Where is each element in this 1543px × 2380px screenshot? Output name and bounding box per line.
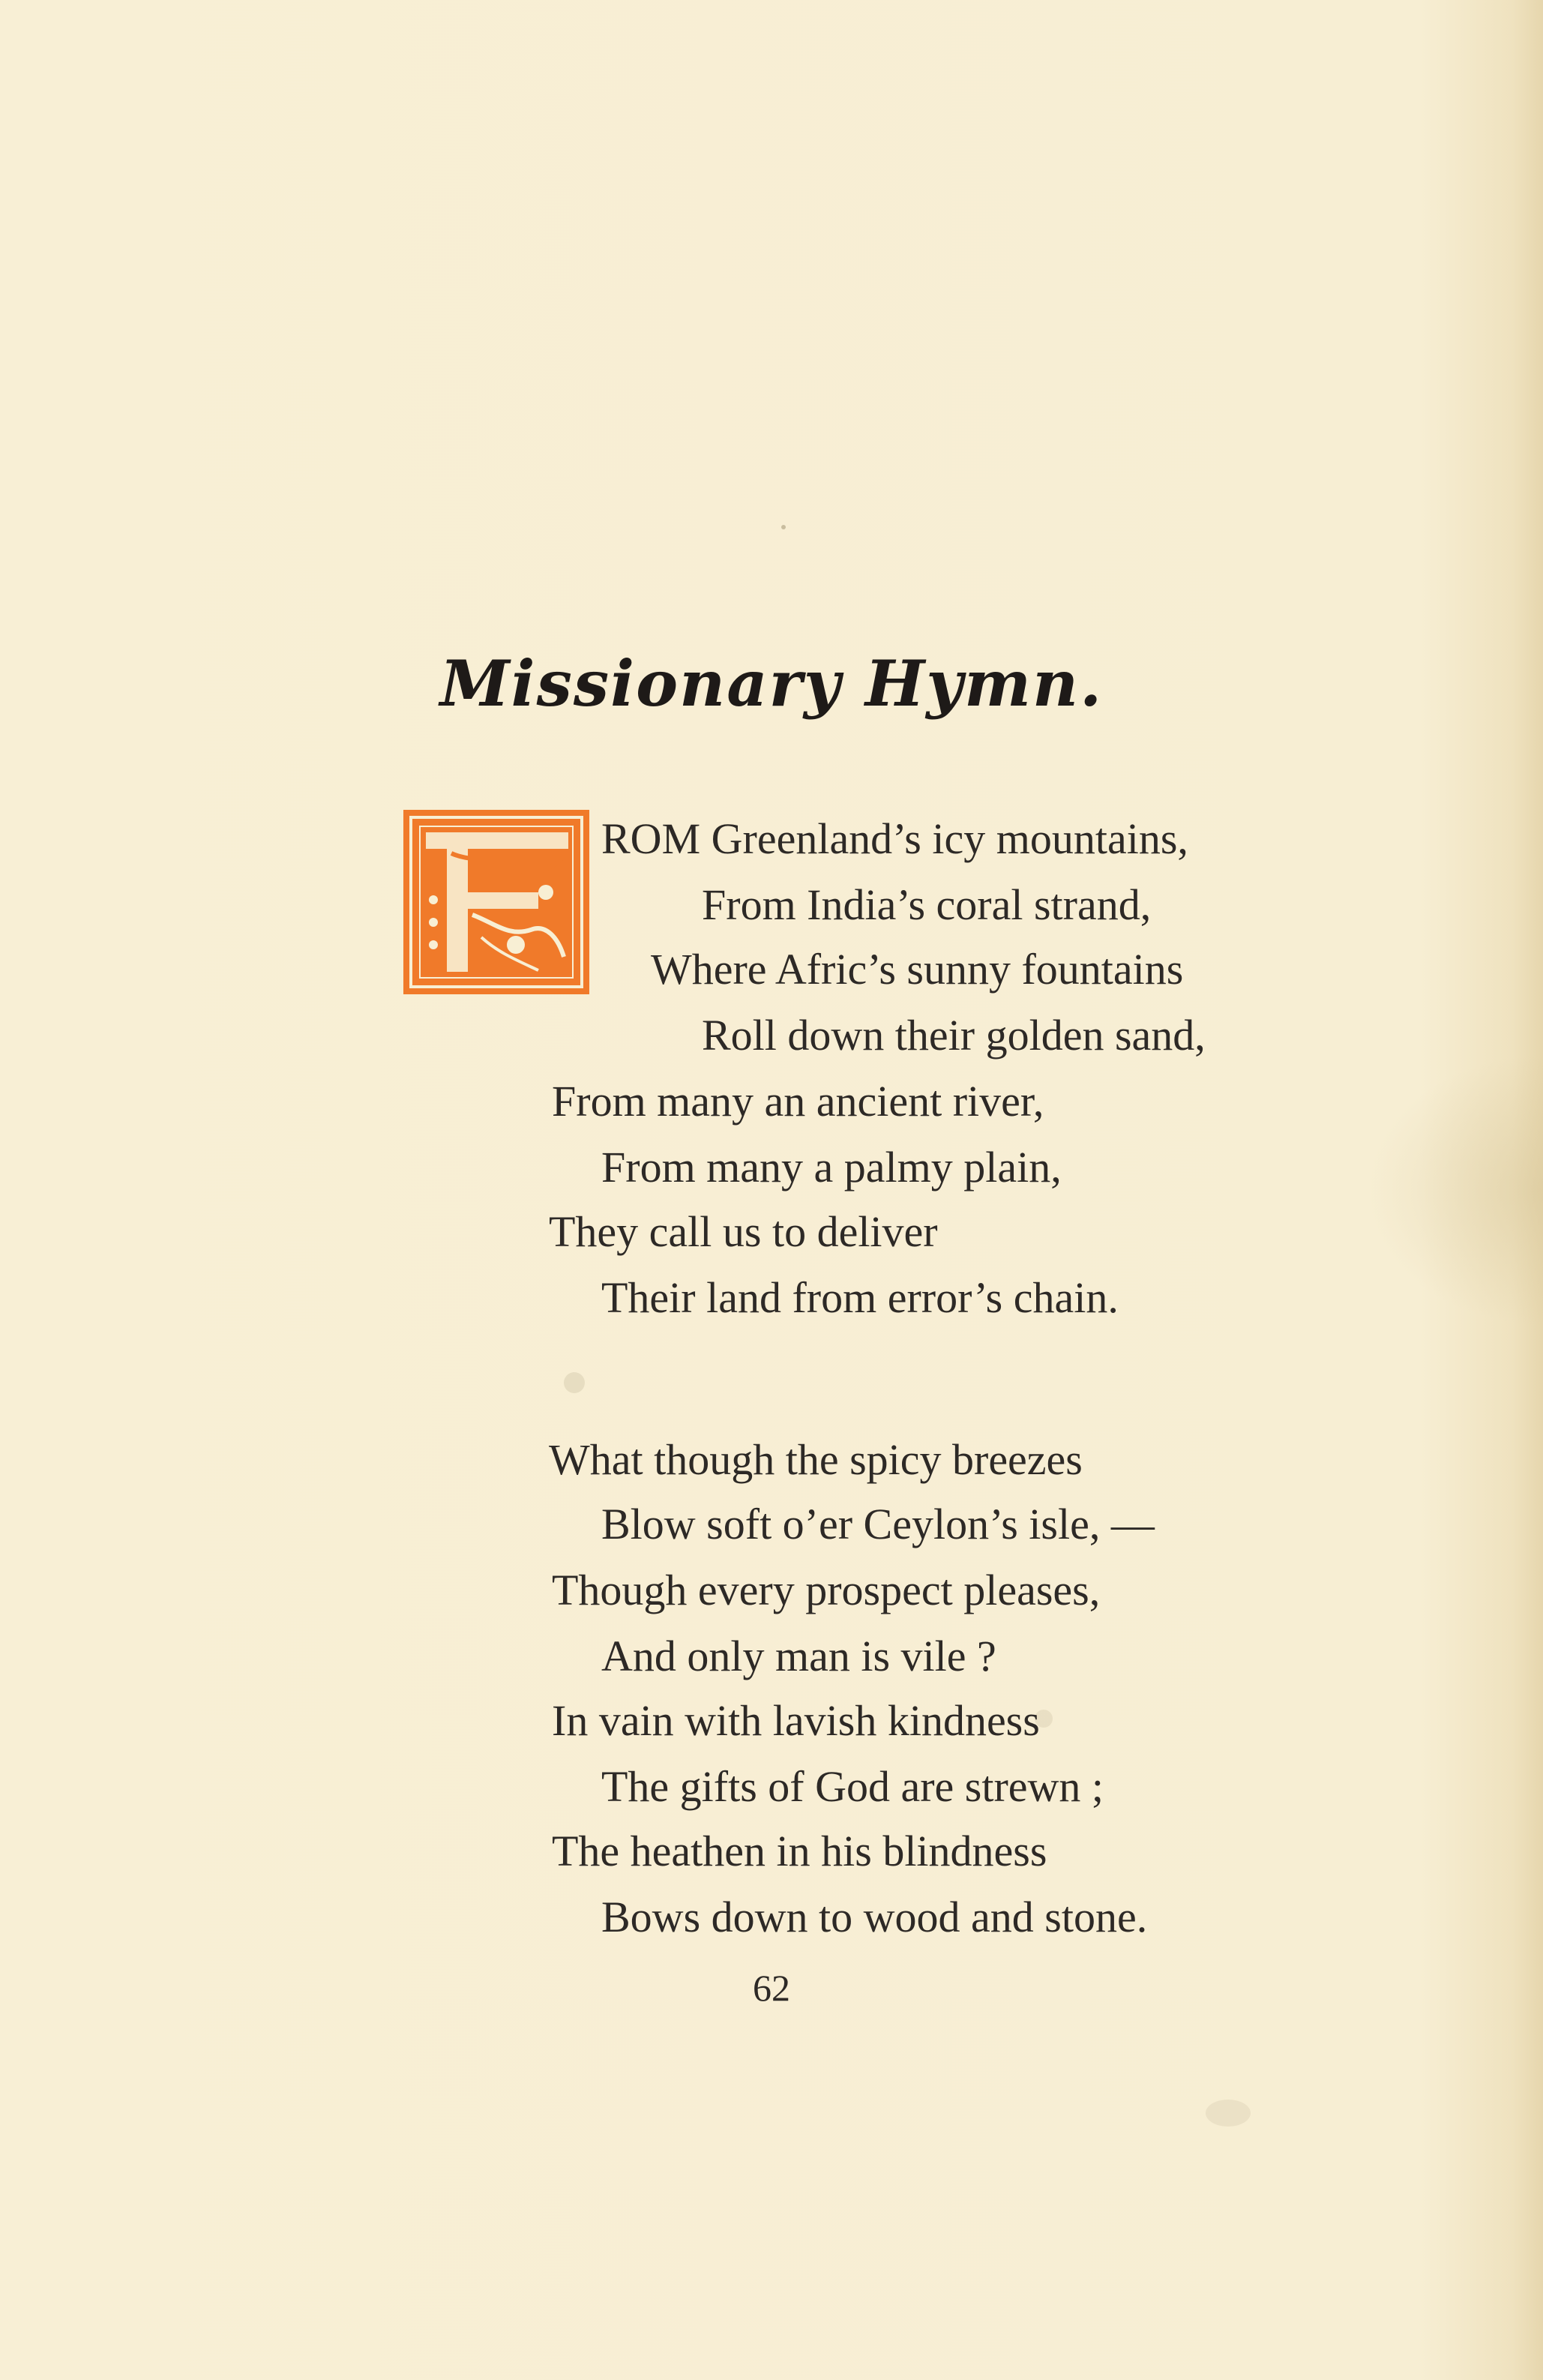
stanza2-line: Blow soft o’er Ceylon’s isle, — xyxy=(601,1500,1155,1548)
stanza2-line: Bows down to wood and stone. xyxy=(601,1893,1148,1941)
paper-speck xyxy=(1206,2100,1251,2127)
stanza2-line: And only man is vile ? xyxy=(601,1632,996,1680)
stanza2-line: The heathen in his blindness xyxy=(552,1827,1047,1875)
stanza1-line: From many an ancient river, xyxy=(552,1077,1044,1126)
ornament-icon xyxy=(403,810,589,994)
stanza1-line: From India’s coral strand, xyxy=(702,880,1152,929)
poem-title: Missionary Hymn. xyxy=(439,646,1104,721)
stanza1-line: ROM Greenland’s icy mountains, xyxy=(601,814,1188,863)
paper-speck xyxy=(781,525,786,529)
stanza2-line: What though the spicy breezes xyxy=(549,1435,1083,1484)
stanza2-line: In vain with lavish kindness xyxy=(552,1696,1040,1745)
decorated-initial-f xyxy=(403,810,589,994)
stanza1-line: From many a palmy plain, xyxy=(601,1143,1062,1191)
stanza1-line: They call us to deliver xyxy=(549,1207,938,1256)
paper-speck xyxy=(564,1372,585,1393)
stanza2-line: Though every prospect pleases, xyxy=(552,1566,1101,1614)
stanza2-line: The gifts of God are strewn ; xyxy=(601,1762,1104,1811)
stanza1-line: Where Afric’s sunny fountains xyxy=(651,945,1184,994)
stanza1-line: Their land from error’s chain. xyxy=(601,1273,1119,1322)
page-number: 62 xyxy=(753,1967,790,2009)
stanza1-line: Roll down their golden sand, xyxy=(702,1011,1206,1060)
